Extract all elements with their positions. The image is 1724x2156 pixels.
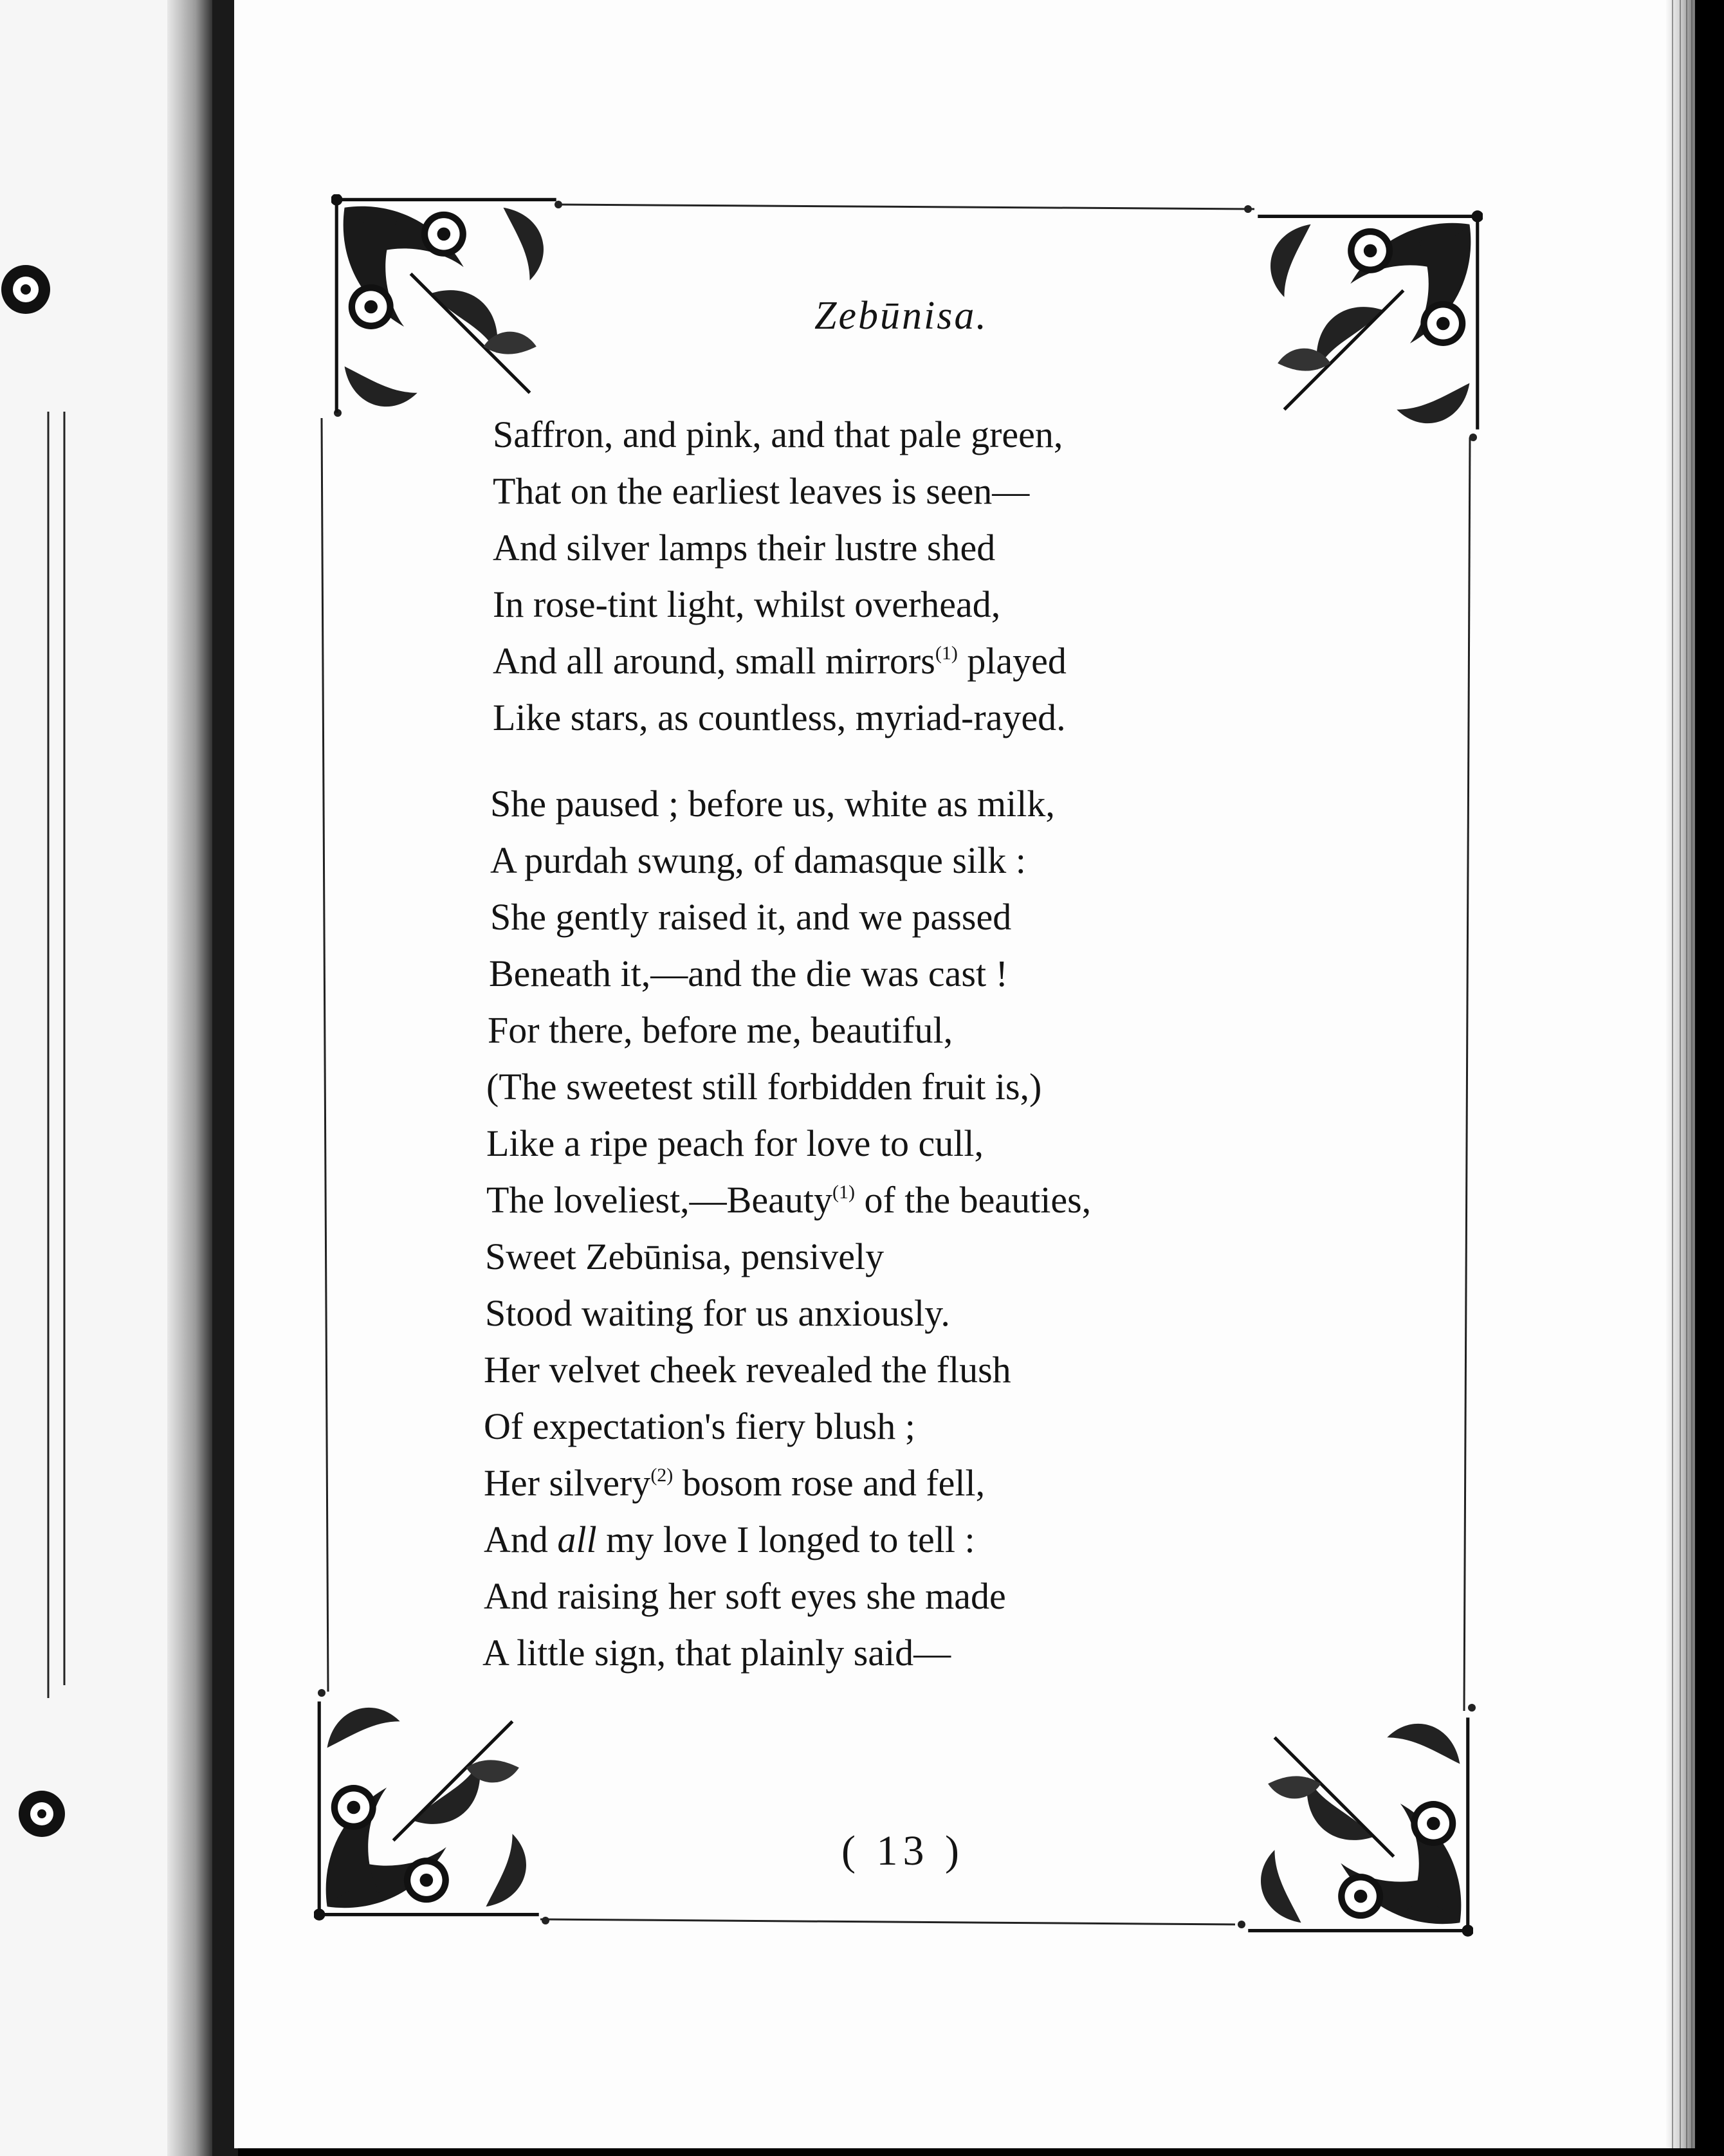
poem-line — [482, 1631, 951, 1676]
poem-line-text: And silver lamps their lustre shed — [493, 527, 996, 569]
poem-line — [493, 469, 1029, 514]
poem-line — [488, 1008, 953, 1053]
poem-line-text: Sweet Zebūnisa, pensively — [485, 1236, 885, 1277]
poem-line-text: And all around, small mirrors — [493, 640, 935, 682]
poem-line — [484, 1348, 1011, 1393]
poem-line — [485, 1234, 884, 1279]
poem-line — [493, 525, 995, 571]
poem-line — [486, 1064, 1041, 1110]
poem-line-text: Of expectation's fiery blush ; — [484, 1405, 915, 1447]
bottom-left-corner-ornament — [314, 1688, 546, 1926]
poem-line-text: A little sign, that plainly said— — [482, 1632, 951, 1674]
poem-line-text: Her silvery — [484, 1462, 651, 1504]
footnote-marker: (1) — [832, 1182, 855, 1203]
poem-line-text: played — [957, 640, 1067, 682]
poem-line-text: of the beauties, — [854, 1179, 1092, 1221]
poem-line — [493, 695, 1066, 740]
poem-line — [484, 1461, 985, 1506]
poem-line-text: Like stars, as countless, myriad-rayed. — [493, 697, 1066, 738]
poem-line-text: She gently raised it, and we passed — [490, 896, 1012, 938]
poem-line-text: all — [557, 1519, 597, 1560]
poem-line — [490, 781, 1055, 827]
left-page-edge — [167, 0, 219, 2156]
poem-line-text: That on the earliest leaves is seen— — [493, 470, 1030, 512]
poem-line-text: And raising her soft eyes she made — [484, 1575, 1006, 1617]
poem-line — [486, 1121, 984, 1166]
poem-line-text: (The sweetest still forbidden fruit is,) — [486, 1066, 1042, 1108]
poem-line — [493, 639, 1067, 684]
poem-line-text: Beneath it,—and the die was cast ! — [489, 953, 1008, 994]
poem-line-text: Like a ripe peach for love to cull, — [486, 1122, 984, 1164]
poem-line-text: Her velvet cheek revealed the flush — [484, 1349, 1011, 1391]
poem-line — [493, 412, 1063, 457]
left-facing-page — [0, 0, 188, 2156]
poem-line-text: In rose-tint light, whilst overhead, — [493, 583, 1001, 625]
poem-line-text: She paused ; before us, white as milk, — [490, 783, 1055, 825]
poem-line — [490, 895, 1011, 940]
poem-line — [486, 1178, 1091, 1223]
top-left-corner-ornament — [331, 194, 563, 419]
poem-line-text: For there, before me, beautiful, — [488, 1009, 953, 1051]
poem-line — [484, 1404, 915, 1449]
poem-line — [484, 1517, 975, 1562]
poem-line — [485, 1291, 950, 1336]
poem-line — [493, 582, 1000, 627]
footnote-marker: (1) — [935, 643, 958, 664]
poem-line-text: The loveliest,—Beauty — [486, 1179, 832, 1221]
bottom-right-corner-ornament — [1242, 1708, 1473, 1939]
footnote-marker: (2) — [650, 1465, 674, 1486]
poem-line-text: And — [484, 1519, 558, 1560]
poem-line-text: A purdah swung, of damasque silk : — [490, 839, 1026, 881]
poem-line — [489, 951, 1008, 996]
poem-line-text: Saffron, and pink, and that pale green, — [493, 414, 1063, 455]
poem-title: Zebūnisa. — [814, 294, 988, 338]
top-right-corner-ornament — [1251, 205, 1483, 443]
poem-line-text: bosom rose and fell, — [673, 1462, 986, 1504]
poem-line — [490, 838, 1026, 883]
page-number: ( 13 ) — [841, 1827, 964, 1874]
poem-line-text: my love I longed to tell : — [596, 1519, 975, 1560]
poem-line — [484, 1574, 1006, 1619]
poem-line-text: Stood waiting for us anxiously. — [485, 1292, 950, 1334]
